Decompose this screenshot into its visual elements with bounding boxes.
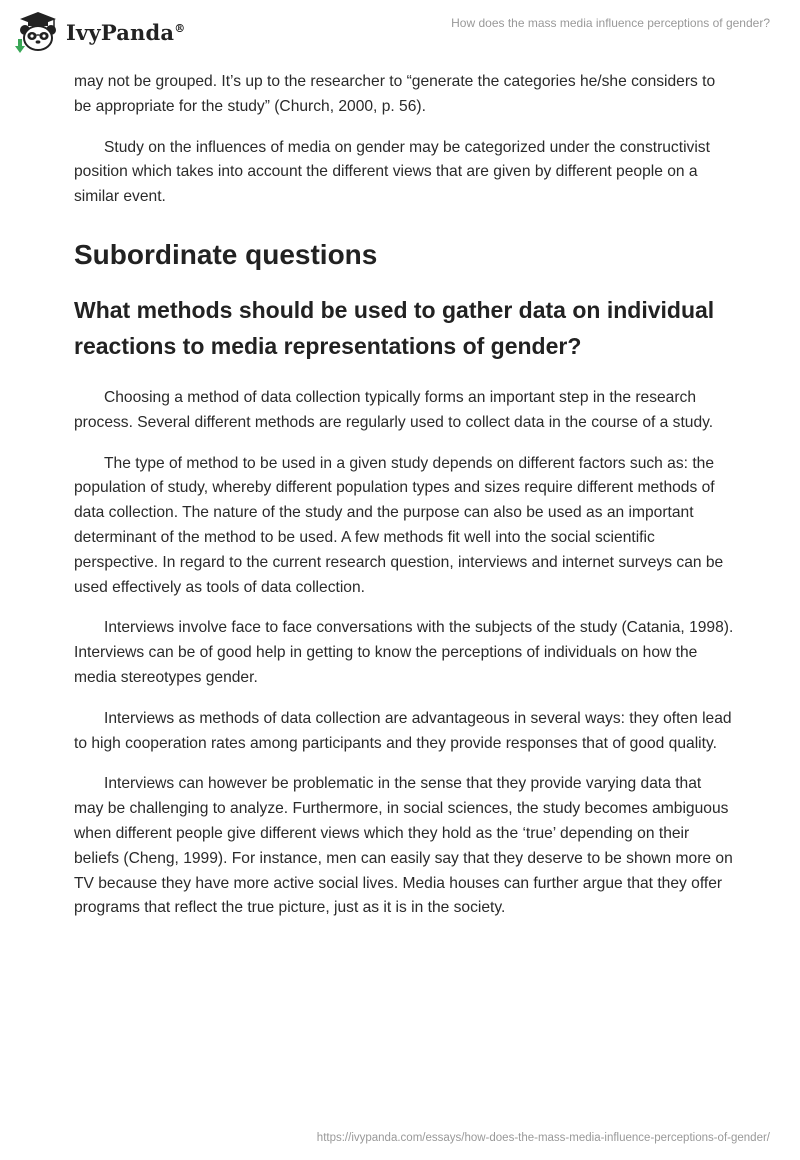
panda-graduate-icon: [14, 10, 62, 54]
footer-url[interactable]: https://ivypanda.com/essays/how-does-the-mass-media-influence-perceptions-of-gender/: [316, 1132, 770, 1144]
brand-name: IvyPanda®: [66, 19, 186, 45]
subsection-heading: What methods should be used to gather data on individual reactions to media representations of gender?: [74, 296, 715, 359]
paragraph: Interviews as methods of data collection are advantageous in several ways: they often lead to high cooperation rates among participants and they provide responses that of good quality.: [74, 709, 732, 752]
logo[interactable]: [14, 10, 185, 54]
page-title: How does the mass media influence perceptions of gender?: [451, 16, 770, 30]
paragraph: may not be grouped. It’s up to the researcher to “generate the categories he/she considers to be appropriate for the study” (Church, 2000, p. 56).: [74, 73, 716, 115]
section-heading: Subordinate questions: [74, 238, 378, 270]
article-body: [74, 70, 734, 937]
paragraph: Interviews involve face to face conversations with the subjects of the study (Catania, 1998). Interviews can be of good help in getting to know the perceptions of individuals on how the media stereotypes gender.: [74, 619, 734, 686]
paragraph: Choosing a method of data collection typically forms an important step in the research process. Several different methods are regularly used to collect data in the course of a study.: [74, 388, 714, 431]
paragraph: The type of method to be used in a given study depends on different factors such as: the population of study, whereby different population types and sizes require different methods of data collection. The nature of the study and the purpose can also be used as an important determinant of the method to be used. A few methods fit well into the social scientific perspective. In regard to the current research question, interviews and internet surveys can be used effectively as tools of data collection.: [74, 454, 724, 596]
paragraph: Interviews can however be problematic in the sense that they provide varying data that may be challenging to analyze. Furthermore, in social sciences, the study becomes ambiguous when different people give different views which they hold as the ‘true’ depending on their beliefs (Cheng, 1999). For instance, men can easily say that they deserve to be shown more on TV because they have more active social lives. Media houses can further argue that they offer programs that reflect the true picture, just as it is in the society.: [74, 775, 733, 917]
page-header: [0, 0, 800, 64]
paragraph: Study on the influences of media on gender may be categorized under the constructivist position which takes into account the different views that are given by different people on a similar event.: [74, 138, 710, 206]
